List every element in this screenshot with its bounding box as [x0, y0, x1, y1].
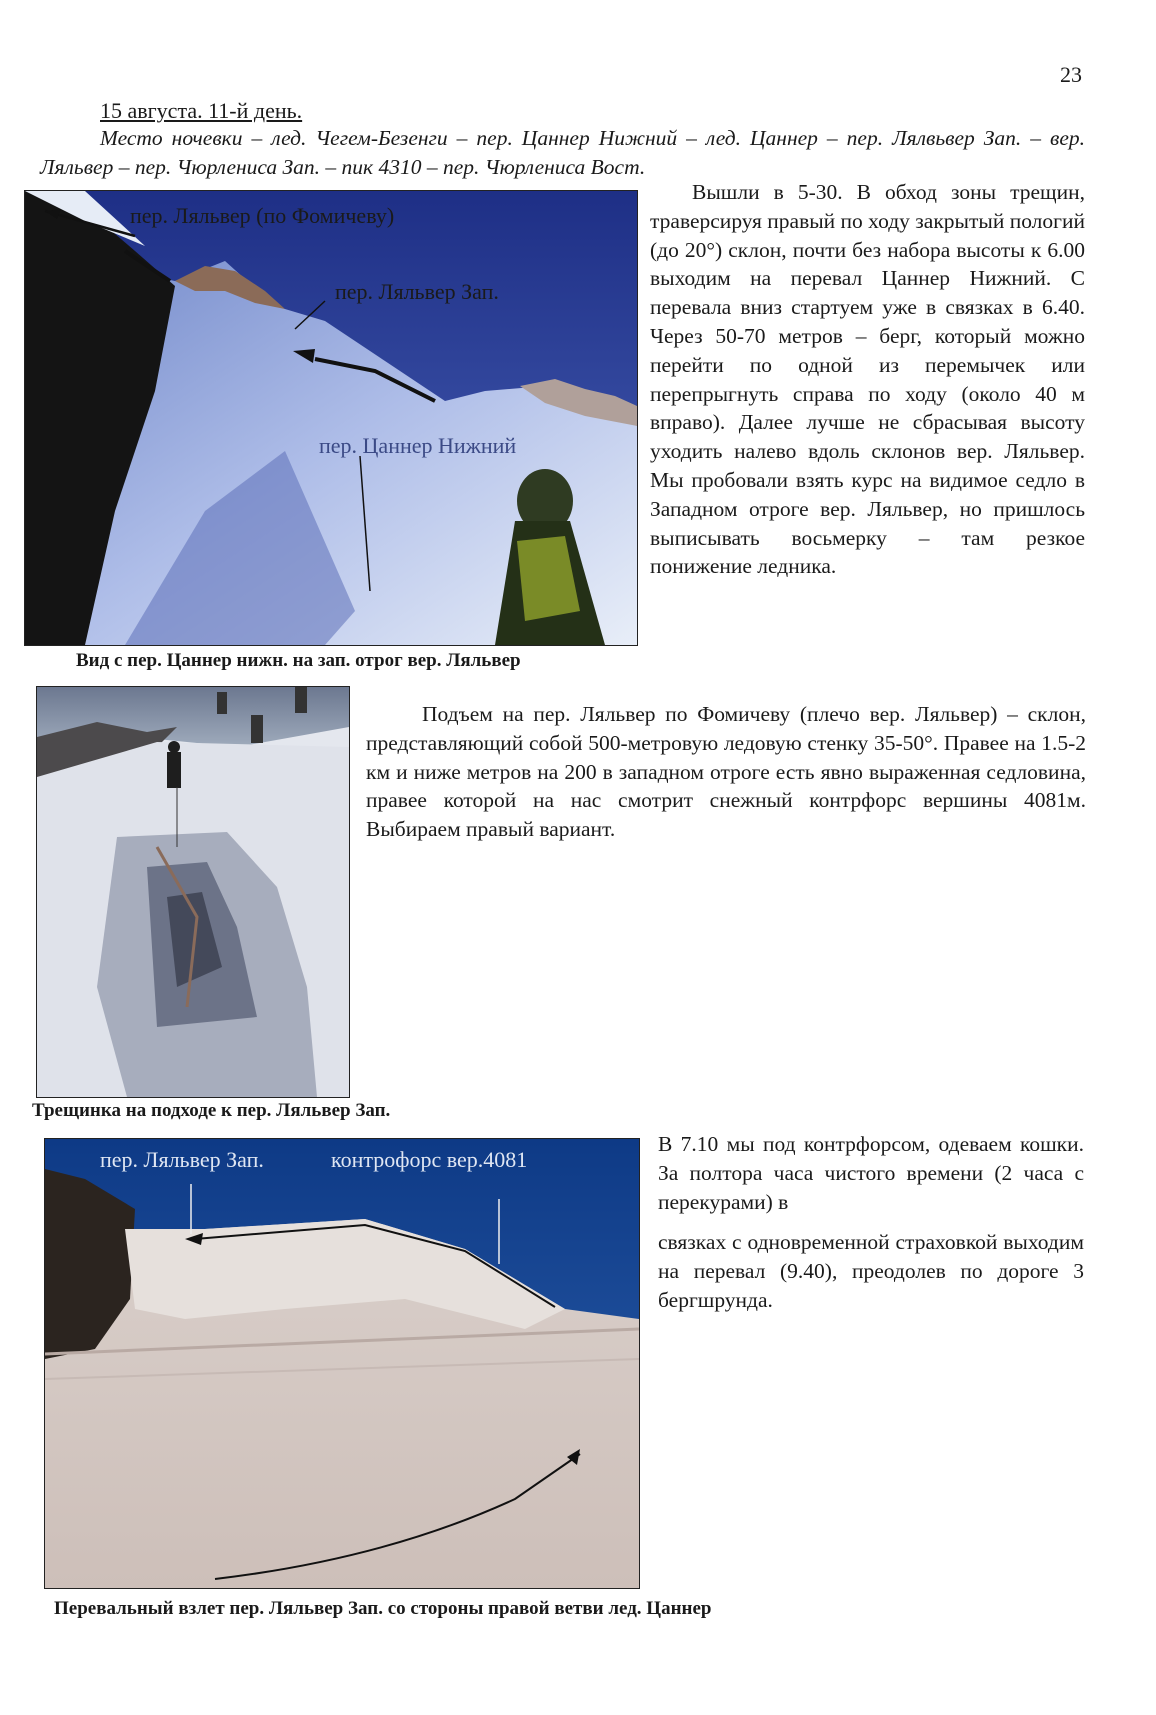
caption-photo-pass-slope: Перевальный взлет пер. Ляльвер Зап. со стороны правой ветви лед. Цаннер	[54, 1598, 712, 1619]
paragraph-pass-ascent-part2: связках с одновременной страховкой выходим на перевал (9.40), преодолев по дороге 3 бергшрунда.	[658, 1230, 1084, 1312]
label-lyalver-fomichev: пер. Ляльвер (по Фомичеву)	[130, 203, 395, 228]
photo-pass-slope-image	[45, 1139, 639, 1588]
label-tsanner-lower: пер. Цаннер Нижний	[319, 433, 517, 458]
label-buttress-4081: контрофорс вер.4081	[331, 1147, 528, 1172]
paragraph-pass-ascent	[658, 1130, 1084, 1315]
photo-glacier-view	[24, 190, 638, 646]
photo-glacier-view-image	[25, 191, 637, 645]
label-lyalver-west-photo3: пер. Ляльвер Зап.	[100, 1147, 264, 1172]
paragraph-gap	[658, 1216, 1084, 1228]
paragraph-ascent-options: Подъем на пер. Ляльвер по Фомичеву (плечо вер. Ляльвер) – склон, представляющий собой 500-метровую ледовую стенку 35-50°. Правее на 1.5-2 км и ниже метров на 200 в западном отроге есть явно выраженная седловина, правее которой на нас смотрит снежный контрфорс вершины 4081м. Выбираем правый вариант.	[366, 702, 1086, 842]
caption-photo-crevasse: Трещинка на подходе к пер. Ляльвер Зап.	[32, 1100, 391, 1121]
photo-crevasse-image	[37, 687, 349, 1097]
label-lyalver-west: пер. Ляльвер Зап.	[335, 279, 499, 304]
photo-crevasse	[36, 686, 350, 1098]
photo-pass-slope	[44, 1138, 640, 1589]
route-description: Место ночевки – лед. Чегем-Безенги – пер. Цаннер Нижний – лед. Цаннер – пер. Лялвьвер Зап. – вер. Ляльвер – пер. Чюрлениса Зап. – пик 4310 – пер. Чюрлениса Вост.	[40, 126, 1085, 179]
paragraph-pass-ascent-part1: В 7.10 мы под контрфорсом, одеваем кошки. За полтора часа чистого времени (2 часа с перекурами) в	[658, 1132, 1084, 1214]
page-number: 23	[1060, 62, 1082, 87]
paragraph-descent: Вышли в 5-30. В обход зоны трещин, траверсируя правый по ходу закрытый пологий (до 20°) склон, почти без набора высоты к 6.00 выходим на перевал Цаннер Нижний. С перевала вниз стартуем уже в связках в 6.40. Через 50-70 метров – берг, который можно перейти по одной из перемычек или перепрыгнуть справа по ходу (около 40 м вправо). Далее лучше не сбрасывая высоту уходить налево вдоль склонов вер. Ляльвер. Мы пробовали взять курс на видимое седло в Западном отроге вер. Ляльвер, но пришлось выписывать восьмерку – там резкое понижение ледника.	[650, 180, 1085, 579]
caption-photo-glacier-view: Вид с пер. Цаннер нижн. на зап. отрог вер. Ляльвер	[76, 650, 521, 671]
date-heading: 15 августа. 11-й день.	[100, 98, 303, 123]
